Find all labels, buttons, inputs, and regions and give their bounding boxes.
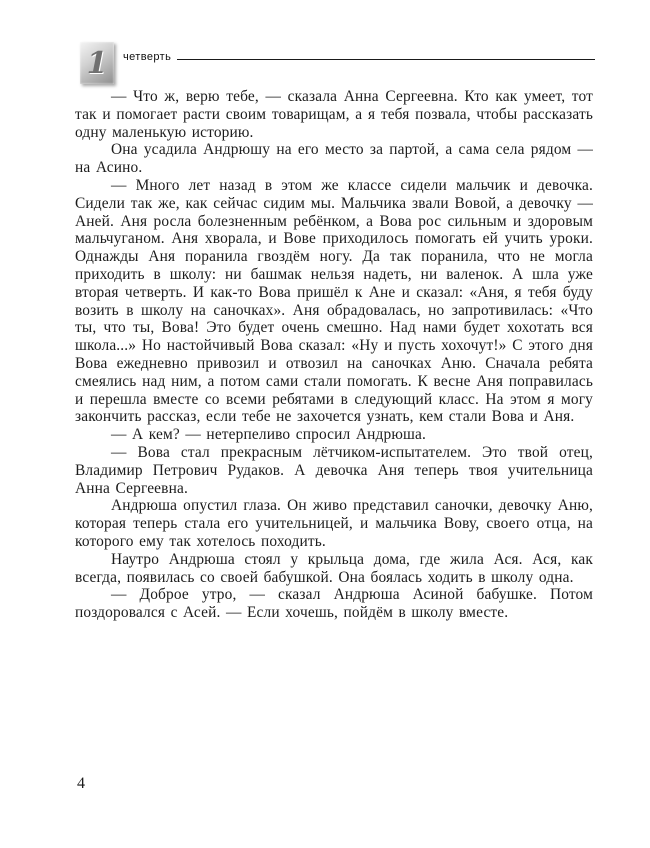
story-paragraph: — Вова стал прекрасным лётчиком-испытателем. Это твой отец, Владимир Петрович Рудаков. А девочка Аня теперь твоя учительница Анна Сергеевна. — [75, 443, 593, 497]
story-paragraph: — Много лет назад в этом же классе сидели мальчик и девочка. Сидели так же, как сейчас сидим мы. Мальчика звали Вовой, а девочку — Аней. Аня росла болезненным ребёнком, а Вова рос сильным и здоровым мальчуганом. Аня хворала, и Вове приходилось помогать ей учить уроки. Однажды Аня поранила гвоздём ногу. Да так поранила, что не могла приходить в школу: ни башмак нельзя надеть, ни валенок. А шла уже вторая четверть. И как-то Вова пришёл к Ане и сказал: «Аня, я тебя буду возить в школу на саночках». Аня обрадовалась, но запротивилась: «Что ты, что ты, Вова! Это будет очень смешно. Над нами будет хохотать вся школа...» Но настойчивый Вова сказал: «Ну и пусть хохочут!» С этого дня Вова ежедневно привозил и отвозил на саночках Аню. Сначала ребята смеялись над ним, а потом сами стали помогать. К весне Аня поправилась и перешла вместе со всеми ребятами в следующий класс. На этом я могу закончить рассказ, если тебе не захочется узнать, кем стали Вова и Аня. — [75, 176, 593, 426]
story-paragraph: Наутро Андрюша стоял у крыльца дома, где жила Ася. Ася, как всегда, появилась со своей бабушкой. Она боялась ходить в школу одна. — [75, 550, 593, 586]
story-paragraph: Андрюша опустил глаза. Он живо представил саночки, девочку Аню, которая теперь стала его учительницей, и мальчика Вову, своего отца, на которого ему так хотелось походить. — [75, 497, 593, 550]
story-paragraph: — Доброе утро, — сказал Андрюша Асиной бабушке. Потом поздоровался с Асей. — Если хочешь, пойдём в школу вместе. — [75, 586, 593, 622]
chapter-header — [80, 42, 595, 84]
text-body — [75, 88, 593, 622]
story-paragraph: Она усадила Андрюшу на его место за партой, а сама села рядом — на Асино. — [75, 141, 593, 177]
story-paragraph: — А кем? — нетерпеливо спросил Андрюша. — [111, 426, 426, 444]
page-number: 4 — [77, 775, 85, 792]
story-paragraph: — Что ж, верю тебе, — сказала Анна Сергеевна. Кто как умеет, тот так и помогает расти своим товарищам, а я тебя позвала, чтобы рассказать одну маленькую историю. — [75, 88, 593, 141]
chapter-number-badge: 1 — [80, 42, 114, 84]
chapter-label: четверть — [123, 51, 172, 63]
header-rule — [177, 59, 595, 60]
